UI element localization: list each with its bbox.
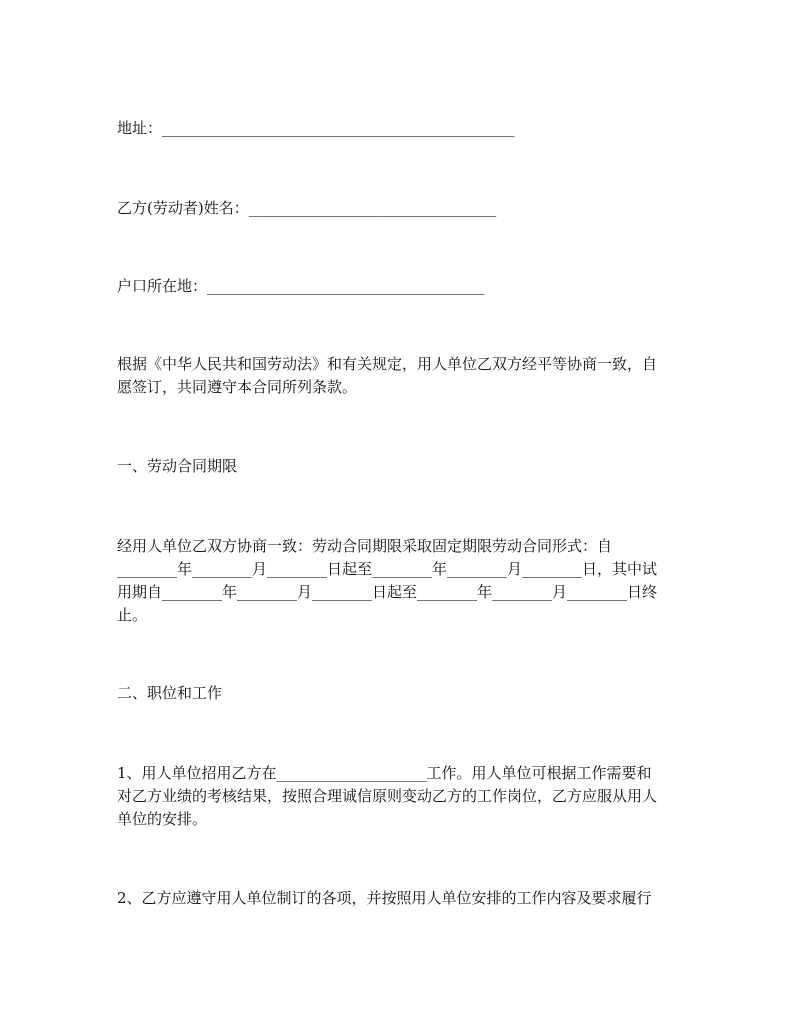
preamble-paragraph [117,353,683,399]
household-registration-line: 户口所在地：_____________________________________ [117,277,485,295]
item-1-line-1: 1、用人单位招用乙方在____________________工作。用人单位可根据工作需要和 [117,764,652,782]
preamble-line-2: 愿签订，共同遵守本合同所列条款。 [117,378,358,396]
item-1-line-2: 对乙方业绩的考核结果，按照合理诚信原则变动乙方的工作岗位，乙方应服从用人 [117,787,658,805]
section-1-line-4: 止。 [117,606,148,624]
section-1-line-1: 经用人单位乙双方协商一致：劳动合同期限采取固定期限劳动合同形式：自 [117,537,613,555]
preamble-line-1: 根据《中华人民共和国劳动法》和有关规定，用人单位乙双方经平等协商一致，自 [117,355,658,373]
section-1-title: 一、劳动合同期限 [117,457,238,475]
item-1-paragraph [117,762,683,831]
item-2-line-1: 2、乙方应遵守用人单位制订的各项，并按照用人单位安排的工作内容及要求履行 [117,889,652,907]
item-1-line-3: 单位的安排。 [117,810,208,828]
section-1-line-3: 用期自________年________月________日起至________年________月________日终 [117,583,658,601]
section-2-title: 二、职位和工作 [117,684,223,702]
item-2-paragraph [117,887,683,910]
party-b-name-line: 乙方(劳动者)姓名：_________________________________ [117,199,497,217]
address-line: 地址：_______________________________________________ [117,119,515,137]
section-1-line-2: ________年________月________日起至________年________月________日，其中试 [117,560,658,578]
section-1-body [117,535,683,627]
